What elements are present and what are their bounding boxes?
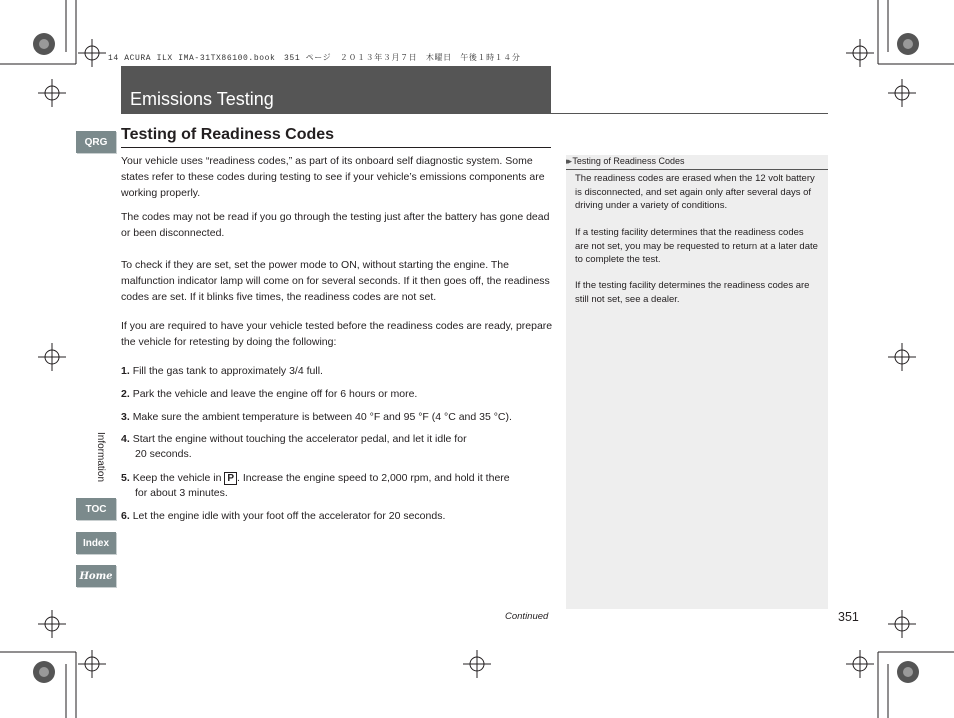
- index-button[interactable]: Index: [76, 532, 116, 554]
- print-line: 14 ACURA ILX IMA-31TX86100.book 351 ページ ２０１３年３月７日 木曜日 午後１時１４分: [108, 54, 521, 63]
- step-number: 4.: [121, 433, 130, 445]
- sidebar-paragraph: If the testing facility determines the readiness codes are still not set, see a dealer.: [575, 280, 810, 305]
- step-text: Start the engine without touching the accelerator pedal, and let it idle for: [132, 433, 467, 445]
- home-button[interactable]: Home: [76, 565, 116, 587]
- step-number: 6.: [121, 510, 130, 522]
- step-number: 1.: [121, 365, 130, 377]
- sidebar-paragraph: The readiness codes are erased when the 12 volt battery is disconnected, and set again only after several days of driving under a variety of conditions.: [575, 173, 815, 211]
- step-text: Park the vehicle and leave the engine off for 6 hours or more.: [132, 388, 418, 400]
- step-text: Let the engine idle with your foot off the accelerator for 20 seconds.: [132, 510, 446, 522]
- step-text: Fill the gas tank to approximately 3/4 full.: [132, 365, 323, 377]
- paragraph: If you are required to have your vehicle tested before the readiness codes are ready, prepare the vehicle for retesting by doing the following:: [121, 320, 553, 348]
- continued-label: Continued: [505, 611, 549, 622]
- sidebar-title-text: Testing of Readiness Codes: [572, 156, 685, 166]
- paragraph: To check if they are set, set the power mode to ON, without starting the engine. The malfunction indicator lamp will come on for several seconds. If it then goes off, the readiness codes are set. If it blinks five times, the readiness codes are not set.: [121, 259, 550, 303]
- double-arrow-icon: ▸▸: [566, 156, 570, 166]
- toc-button[interactable]: TOC: [76, 498, 116, 520]
- step-number: 2.: [121, 388, 130, 400]
- page-number: 351: [838, 610, 859, 624]
- step-text-continued: for about 3 minutes.: [135, 487, 228, 499]
- paragraph: The codes may not be read if you go through the testing just after the battery has gone dead or been disconnected.: [121, 211, 550, 239]
- step-number: 3.: [121, 411, 130, 423]
- section-title: Emissions Testing: [130, 89, 274, 109]
- park-gear-icon: P: [224, 472, 237, 485]
- step-text: . Increase the engine speed to 2,000 rpm, and hold it there: [237, 472, 510, 484]
- qrg-button[interactable]: QRG: [76, 131, 116, 153]
- sidebar-paragraph: If a testing facility determines that the readiness codes are not set, you may be requested to return at a later date to complete the test.: [575, 227, 818, 265]
- section-tab-label: Information: [95, 432, 106, 483]
- step-text-continued: 20 seconds.: [135, 448, 192, 460]
- page-heading: Testing of Readiness Codes: [121, 126, 551, 148]
- step-text: Keep the vehicle in: [132, 472, 222, 484]
- step-text: Make sure the ambient temperature is between 40 °F and 95 °F (4 °C and 35 °C).: [132, 411, 512, 423]
- paragraph: Your vehicle uses “readiness codes,” as part of its onboard self diagnostic system. Some states refer to these codes during testing to see if your vehicle’s emissions components are working properly.: [121, 155, 545, 199]
- step-number: 5.: [121, 472, 130, 484]
